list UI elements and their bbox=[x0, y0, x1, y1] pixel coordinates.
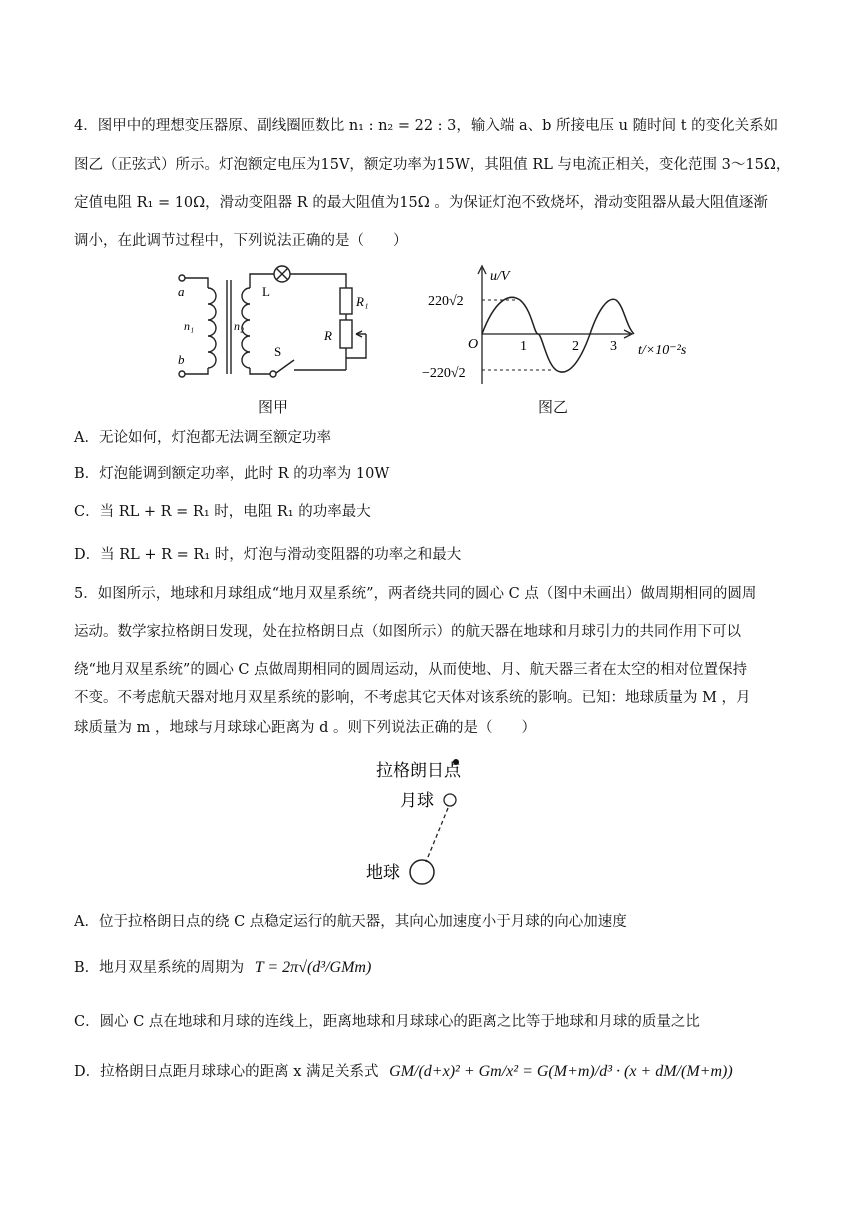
q4-option-c: C．当 RL + R = R₁ 时，电阻 R₁ 的功率最大 bbox=[74, 504, 371, 520]
q5-option-b-formula: T = 2π√(d³/GMm) bbox=[254, 959, 372, 976]
q5-text-line-4: 不变。不考虑航天器对地月双星系统的影响，不考虑其它天体对该系统的影响。已知：地球质量为 M ，月 bbox=[74, 690, 751, 706]
q5-text-line-5: 球质量为 m ，地球与月球球心距离为 d 。则下列说法正确的是（ ） bbox=[74, 720, 536, 736]
moon-label: 月球 bbox=[400, 791, 434, 810]
graph-ymin: −220√2 bbox=[422, 366, 466, 381]
q5-option-d-formula: GM/(d+x)² + Gm/x² = G(M+m)/d³ · (x + dM/(M+m)) bbox=[389, 1063, 733, 1080]
figure-yi-caption: 图乙 bbox=[538, 398, 569, 416]
q5-option-c: C．圆心 C 点在地球和月球的连线上，距离地球和月球球心的距离之比等于地球和月球的质量之比 bbox=[74, 1014, 700, 1030]
q4-text-line-1: 4．图甲中的理想变压器原、副线圈匝数比 n₁ : n₂ = 22 : 3，输入端 a、b 所接电压 u 随时间 t 的变化关系如 bbox=[74, 118, 779, 134]
q4-text-line-3: 定值电阻 R₁ = 10Ω，滑动变阻器 R 的最大阻值为15Ω 。为保证灯泡不致烧坏，滑动变阻器从最大阻值逐渐 bbox=[74, 195, 768, 211]
moon-marker bbox=[444, 794, 456, 806]
graph-origin: O bbox=[468, 337, 479, 352]
graph-xlabel: t/×10⁻²s bbox=[638, 343, 687, 358]
label-L: L bbox=[262, 284, 270, 299]
graph-ymax: 220√2 bbox=[428, 294, 464, 309]
q4-option-a: A．无论如何，灯泡都无法调至额定功率 bbox=[74, 430, 331, 446]
q5-option-b bbox=[74, 958, 371, 978]
q4-text-line-4: 调小，在此调节过程中，下列说法正确的是（ ） bbox=[74, 233, 408, 249]
label-b: b bbox=[178, 352, 185, 367]
q5-option-d-prefix: D．拉格朗日点距月球球心的距离 x 满足关系式 bbox=[74, 1064, 379, 1080]
label-a: a bbox=[178, 284, 185, 299]
q5-option-d bbox=[74, 1062, 733, 1082]
label-S: S bbox=[274, 344, 282, 359]
q5-text-line-1: 5．如图所示，地球和月球组成“地月双星系统”，两者绕共同的圆心 C 点（图中未画出）做周期相同的圆周 bbox=[74, 586, 757, 602]
graph-tick-3: 3 bbox=[610, 339, 617, 354]
q4-option-b: B．灯泡能调到额定功率，此时 R 的功率为 10W bbox=[74, 466, 390, 482]
q5-option-a: A．位于拉格朗日点的绕 C 点稳定运行的航天器，其向心加速度小于月球的向心加速度 bbox=[74, 914, 627, 930]
earth-moon-diagram bbox=[360, 752, 510, 892]
voltage-graph bbox=[420, 262, 720, 392]
label-n1: n₁ bbox=[184, 319, 195, 333]
graph-ylabel: u/V bbox=[490, 269, 510, 284]
label-R1: R₁ bbox=[356, 294, 369, 309]
circuit-diagram bbox=[170, 262, 390, 392]
figure-jia-caption: 图甲 bbox=[258, 398, 289, 416]
q5-text-line-3: 绕“地月双星系统”的圆心 C 点做周期相同的圆周运动，从而使地、月、航天器三者在太空的相对位置保持 bbox=[74, 662, 748, 678]
earth-label: 地球 bbox=[366, 863, 400, 882]
graph-tick-2: 2 bbox=[572, 339, 579, 354]
q5-option-b-prefix: B．地月双星系统的周期为 bbox=[74, 960, 245, 976]
q4-option-d: D．当 RL + R = R₁ 时，灯泡与滑动变阻器的功率之和最大 bbox=[74, 547, 462, 563]
graph-tick-1: 1 bbox=[520, 339, 527, 354]
earth-marker bbox=[410, 860, 434, 884]
q5-text-line-2: 运动。数学家拉格朗日发现，处在拉格朗日点（如图所示）的航天器在地球和月球引力的共同作用下可以 bbox=[74, 624, 741, 640]
label-R: R bbox=[324, 328, 332, 343]
label-n2: n₂ bbox=[234, 319, 245, 333]
q4-text-line-2: 图乙（正弦式）所示。灯泡额定电压为15V，额定功率为15W，其阻值 RL 与电流正相关，变化范围 3～15Ω， bbox=[74, 157, 791, 173]
lagrange-label: 拉格朗日点 bbox=[376, 761, 461, 780]
